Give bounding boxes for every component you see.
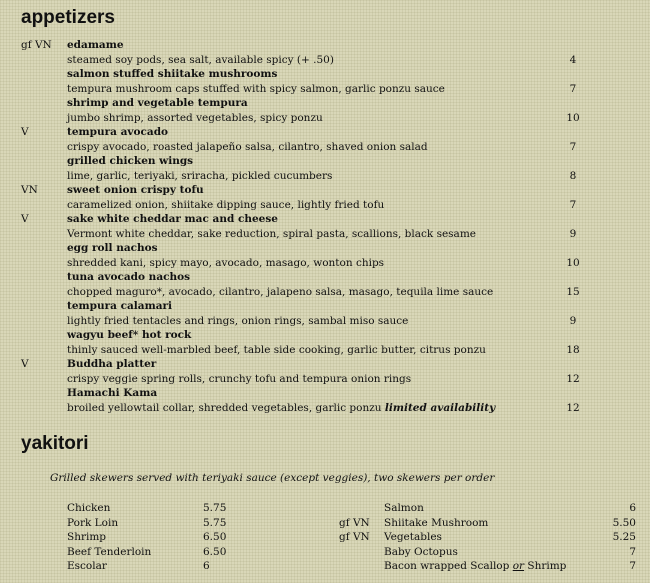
yakitori-price: 5.75 (203, 502, 227, 514)
diet-tag: VN (21, 184, 38, 196)
appetizer-name: sweet onion crispy tofu (67, 184, 204, 196)
appetizer-desc-row (0, 343, 650, 358)
appetizer-price: 12 (566, 401, 580, 414)
appetizer-name-row (0, 270, 650, 285)
appetizer-desc-row (0, 140, 650, 155)
yakitori-name: Baby Octopus (384, 545, 458, 558)
yakitori-item (0, 545, 650, 560)
appetizer-name-row (0, 183, 650, 198)
diet-tag: V (21, 213, 29, 225)
appetizer-name: Hamachi Kama (67, 387, 158, 399)
appetizer-price: 4 (569, 53, 577, 66)
yakitori-heading: yakitori (21, 433, 89, 454)
appetizer-price: 7 (569, 140, 577, 153)
appetizer-desc-row (0, 256, 650, 271)
yakitori-price: 6.50 (203, 545, 227, 558)
appetizer-desc-row (0, 82, 650, 97)
appetizer-name: sake white cheddar mac and cheese (67, 213, 278, 225)
yakitori-price: 6 (629, 502, 636, 514)
appetizer-name-row (0, 38, 650, 53)
appetizer-desc-row (0, 111, 650, 126)
yakitori-price: 6 (203, 560, 210, 572)
appetizer-desc-row (0, 285, 650, 300)
appetizer-name: edamame (67, 39, 124, 51)
appetizer-name-row (0, 357, 650, 372)
appetizer-list (0, 38, 650, 415)
appetizer-price: 18 (566, 343, 580, 356)
appetizer-price: 8 (569, 169, 577, 182)
appetizers-heading: appetizers (21, 7, 115, 28)
appetizer-price: 7 (569, 198, 577, 211)
yakitori-name: Vegetables (384, 531, 442, 543)
yakitori-price: 5.50 (612, 516, 636, 529)
yakitori-price: 5.25 (612, 531, 636, 543)
appetizer-name: Buddha platter (67, 358, 157, 370)
appetizer-name: tempura avocado (67, 126, 169, 138)
yakitori-price: 5.75 (203, 516, 227, 529)
appetizer-description: Vermont white cheddar, sake reduction, spiral pasta, scallions, black sesame (67, 227, 476, 240)
yakitori-name-tail: Shrimp (527, 560, 567, 572)
appetizer-description: caramelized onion, shiitake dipping sauce, lightly fried tofu (67, 198, 385, 211)
yakitori-right-column (0, 501, 650, 574)
appetizer-name-row (0, 67, 650, 82)
yakitori-name: Escolar (67, 560, 107, 572)
appetizer-desc-row (0, 198, 650, 213)
appetizer-name-row (0, 125, 650, 140)
appetizer-description: crispy veggie spring rolls, crunchy tofu and tempura onion rings (67, 372, 412, 385)
appetizer-price: 7 (569, 82, 577, 95)
appetizer-description: thinly sauced well-marbled beef, table side cooking, garlic butter, citrus ponzu (67, 343, 486, 356)
yakitori-name: Beef Tenderloin (67, 545, 152, 558)
appetizer-description: broiled yellowtail collar, shredded vegetables, garlic ponzu (67, 401, 382, 414)
yakitori-price: 7 (629, 560, 636, 572)
yakitori-name-with-or (384, 559, 566, 574)
yakitori-name: Shrimp (67, 531, 107, 543)
appetizer-name-row (0, 212, 650, 227)
appetizer-name: wagyu beef* hot rock (67, 329, 192, 341)
appetizer-description: tempura mushroom caps stuffed with spicy salmon, garlic ponzu sauce (67, 82, 445, 95)
appetizer-name: shrimp and vegetable tempura (67, 97, 248, 109)
appetizer-price: 9 (569, 227, 577, 240)
yakitori-item (0, 501, 650, 516)
diet-tag: V (21, 358, 29, 370)
appetizer-price: 10 (566, 111, 580, 124)
or-word: or (512, 560, 525, 572)
diet-tag: V (21, 126, 29, 138)
appetizer-price: 12 (566, 372, 580, 385)
appetizer-name-row (0, 96, 650, 111)
appetizer-description: lightly fried tentacles and rings, onion rings, sambal miso sauce (67, 314, 409, 327)
yakitori-name: Shiitake Mushroom (384, 516, 489, 529)
appetizer-description: steamed soy pods, sea salt, available spicy (+ .50) (67, 53, 334, 66)
yakitori-name: Bacon wrapped Scallop (384, 560, 510, 572)
yakitori-price: 7 (629, 545, 636, 558)
appetizer-name: egg roll nachos (67, 242, 158, 254)
yakitori-item (0, 516, 650, 531)
appetizer-desc-row (0, 314, 650, 329)
appetizer-price: 15 (566, 285, 580, 298)
appetizer-name-row (0, 299, 650, 314)
appetizer-desc-row (0, 53, 650, 68)
appetizer-description: chopped maguro*, avocado, cilantro, jalapeno salsa, masago, tequila lime sauce (67, 285, 494, 298)
appetizer-name-row (0, 328, 650, 343)
diet-tag: gf VN (339, 531, 370, 543)
appetizer-name: grilled chicken wings (67, 155, 194, 167)
yakitori-note: Grilled skewers served with teriyaki sauce (except veggies), two skewers per order (50, 472, 495, 484)
appetizer-description: crispy avocado, roasted jalapeño salsa, cilantro, shaved onion salad (67, 140, 428, 153)
appetizer-description: shredded kani, spicy mayo, avocado, masago, wonton chips (67, 256, 385, 269)
appetizer-desc-row (0, 372, 650, 387)
appetizer-description: jumbo shrimp, assorted vegetables, spicy ponzu (67, 111, 323, 124)
yakitori-price: 6.50 (203, 531, 227, 543)
diet-tag: gf VN (21, 39, 52, 51)
diet-tag: gf VN (339, 516, 370, 529)
appetizer-price: 10 (566, 256, 580, 269)
yakitori-name: Pork Loin (67, 516, 119, 529)
yakitori-item (0, 530, 650, 545)
appetizer-name-row (0, 241, 650, 256)
appetizer-desc-row (0, 401, 650, 416)
appetizer-description-with-note (67, 401, 495, 416)
availability-note: limited availability (384, 401, 496, 414)
appetizer-name-row (0, 386, 650, 401)
appetizer-desc-row (0, 169, 650, 184)
appetizer-price: 9 (569, 314, 577, 327)
yakitori-name: Salmon (384, 502, 424, 514)
yakitori-item (0, 559, 650, 574)
appetizer-name: salmon stuffed shiitake mushrooms (67, 68, 278, 80)
yakitori-name: Chicken (67, 502, 111, 514)
appetizer-name: tempura calamari (67, 300, 173, 312)
appetizer-description: lime, garlic, teriyaki, sriracha, pickled cucumbers (67, 169, 333, 182)
appetizer-desc-row (0, 227, 650, 242)
appetizer-name-row (0, 154, 650, 169)
appetizer-name: tuna avocado nachos (67, 271, 191, 283)
